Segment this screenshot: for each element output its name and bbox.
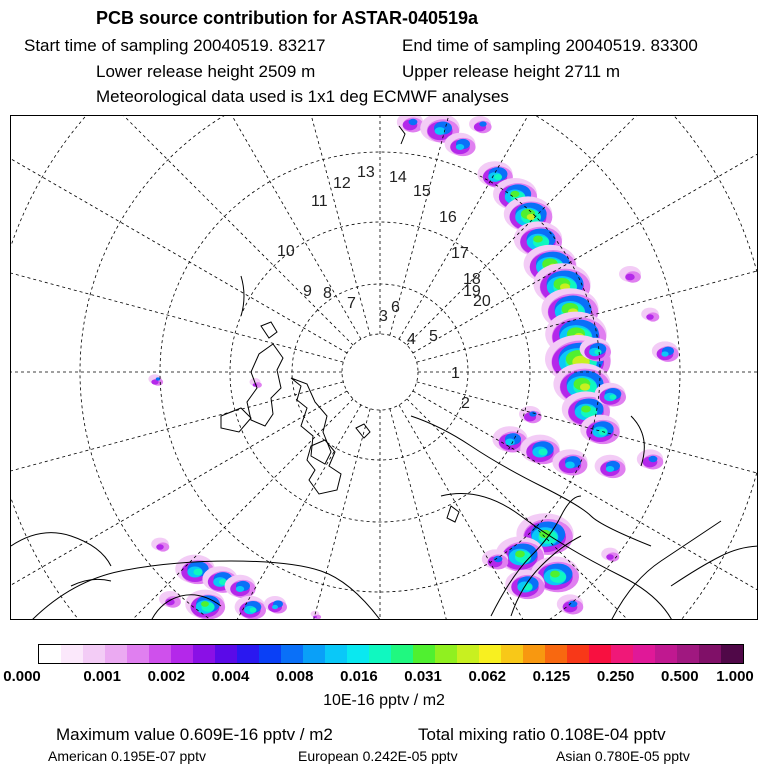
scale-swatch xyxy=(721,645,743,663)
plume-patch xyxy=(539,530,550,538)
plume-patch xyxy=(494,174,502,180)
scale-swatch xyxy=(193,645,215,663)
plot-title: PCB source contribution for ASTAR-040519a xyxy=(96,8,479,28)
plume-patch xyxy=(550,570,560,577)
trajectory-day-label: 6 xyxy=(391,299,400,316)
plume-patch xyxy=(580,383,590,390)
meridian-line xyxy=(11,399,353,620)
max-value-label: Maximum value 0.609E-16 pptv / m2 xyxy=(56,725,333,744)
trajectory-day-label: 17 xyxy=(451,245,469,262)
color-scale-units: 10E-16 pptv / m2 xyxy=(323,692,445,709)
coastline xyxy=(291,378,331,464)
scale-tick-label: 0.016 xyxy=(340,668,378,685)
scale-swatch xyxy=(457,645,479,663)
trajectory-day-labels xyxy=(277,164,491,412)
scale-tick-label: 0.008 xyxy=(275,668,314,685)
scale-tick-label: 0.001 xyxy=(83,668,121,685)
plume-patch xyxy=(606,554,614,559)
meridian-line xyxy=(399,405,758,620)
scale-swatch xyxy=(611,645,633,663)
coastline xyxy=(221,408,251,432)
start-time-label: Start time of sampling 20040519. 83217 xyxy=(24,36,326,55)
asian-contribution-label: Asian 0.780E-05 pptv xyxy=(556,748,690,764)
trajectory-day-label: 13 xyxy=(357,164,375,181)
plume-patch xyxy=(201,601,209,607)
scale-swatch xyxy=(501,645,523,663)
trajectory-day-label: 18 xyxy=(463,271,481,288)
map-canvas xyxy=(11,116,758,620)
plume-patch xyxy=(494,556,503,562)
plume-patch xyxy=(236,586,244,592)
scale-tick-label: 0.500 xyxy=(661,668,699,685)
scale-swatch xyxy=(281,645,303,663)
plume-patch xyxy=(609,394,616,399)
trajectory-day-label: 12 xyxy=(333,175,351,192)
scale-swatch xyxy=(303,645,325,663)
meridian-line xyxy=(11,405,361,620)
scale-swatch xyxy=(435,645,457,663)
plume-patch xyxy=(505,439,515,446)
met-data-label: Meteorological data used is 1x1 deg ECMWF analyses xyxy=(96,87,509,106)
plume-patch xyxy=(533,235,543,242)
scale-tick-label: 0.062 xyxy=(468,668,507,685)
polar-map xyxy=(10,115,758,620)
coastlines xyxy=(11,126,758,620)
plume-patch xyxy=(649,456,658,462)
trajectory-day-label: 15 xyxy=(413,183,431,200)
meridian-line xyxy=(11,116,347,353)
meridian-line xyxy=(11,391,347,620)
trajectory-day-label: 4 xyxy=(407,331,416,348)
scale-swatch xyxy=(655,645,677,663)
trajectory-day-label: 20 xyxy=(473,293,491,310)
plume-patch xyxy=(249,607,256,612)
scale-tick-label: 0.031 xyxy=(404,668,442,685)
trajectory-day-label: 3 xyxy=(379,308,388,325)
trajectory-day-label: 1 xyxy=(451,365,460,382)
plume-patch xyxy=(156,377,160,380)
scale-tick-label: 0.000 xyxy=(3,668,41,685)
trajectory-day-label: 10 xyxy=(277,243,295,260)
scale-swatch xyxy=(699,645,721,663)
plume-patch xyxy=(272,605,278,609)
trajectory-day-label: 14 xyxy=(389,169,407,186)
plume-patch xyxy=(625,274,634,281)
plume-patch xyxy=(479,121,486,126)
coastline xyxy=(671,546,758,586)
lower-release-height-label: Lower release height 2509 m xyxy=(96,62,316,81)
scale-swatch xyxy=(83,645,105,663)
plume-patch xyxy=(156,544,164,549)
plume-patch xyxy=(646,314,654,319)
plume-patch xyxy=(515,550,525,557)
scale-tick-label: 0.002 xyxy=(147,668,186,685)
scale-swatch xyxy=(567,645,589,663)
scale-tick-label: 0.250 xyxy=(596,668,635,685)
plume-patch xyxy=(538,449,547,456)
scale-swatch xyxy=(105,645,127,663)
scale-swatch xyxy=(545,645,567,663)
scale-swatch xyxy=(413,645,435,663)
scale-swatch xyxy=(325,645,347,663)
scale-swatch xyxy=(259,645,281,663)
upper-release-height-label: Upper release height 2711 m xyxy=(402,62,620,81)
plume-patch xyxy=(661,351,668,356)
meridian-line xyxy=(11,116,353,345)
scale-swatch xyxy=(391,645,413,663)
scale-swatch xyxy=(369,645,391,663)
scale-swatch xyxy=(39,645,61,663)
trajectory-day-label: 19 xyxy=(463,283,481,300)
coastline xyxy=(356,424,370,438)
meridian-line xyxy=(11,116,361,339)
plume-patch xyxy=(313,616,317,619)
scale-swatch xyxy=(589,645,611,663)
plume-patch xyxy=(193,569,202,576)
trajectory-day-label: 11 xyxy=(311,193,328,210)
plume-patch xyxy=(529,411,536,416)
american-contribution-label: American 0.195E-07 pptv xyxy=(48,748,206,764)
color-scale-bar xyxy=(38,644,744,664)
meridian-line xyxy=(147,116,370,335)
scale-tick-label: 0.004 xyxy=(211,668,250,685)
coastline xyxy=(447,506,459,522)
end-time-label: End time of sampling 20040519. 83300 xyxy=(402,36,698,55)
meridian-line xyxy=(147,409,370,620)
plume-patch xyxy=(565,462,575,469)
plume-patch xyxy=(456,144,464,150)
coastline xyxy=(11,533,111,566)
trajectory-day-label: 2 xyxy=(461,395,470,412)
scale-tick-label: 1.000 xyxy=(716,668,754,685)
scale-swatch xyxy=(633,645,655,663)
scale-swatch xyxy=(215,645,237,663)
plume-patch xyxy=(606,466,614,472)
scale-swatch xyxy=(677,645,699,663)
trajectory-day-label: 16 xyxy=(439,209,457,226)
plume-patch xyxy=(581,405,591,412)
trajectory-day-label: 9 xyxy=(303,283,312,300)
european-contribution-label: European 0.242E-05 pptv xyxy=(298,748,458,764)
trajectory-day-label: 7 xyxy=(347,295,356,312)
scale-swatch xyxy=(479,645,501,663)
scale-swatch xyxy=(523,645,545,663)
scale-swatch xyxy=(127,645,149,663)
coastline xyxy=(261,322,277,338)
trajectory-day-label: 5 xyxy=(429,328,438,345)
plume-patch xyxy=(594,349,601,354)
total-mixing-ratio-label: Total mixing ratio 0.108E-04 pptv xyxy=(418,725,666,744)
scale-swatch xyxy=(61,645,83,663)
plume-patch xyxy=(409,119,418,125)
plume-patch xyxy=(435,127,446,135)
scale-swatch xyxy=(149,645,171,663)
scale-swatch xyxy=(171,645,193,663)
trajectory-day-label: 8 xyxy=(323,285,332,302)
scale-swatch xyxy=(347,645,369,663)
scale-tick-label: 0.125 xyxy=(532,668,571,685)
scale-swatch xyxy=(237,645,259,663)
